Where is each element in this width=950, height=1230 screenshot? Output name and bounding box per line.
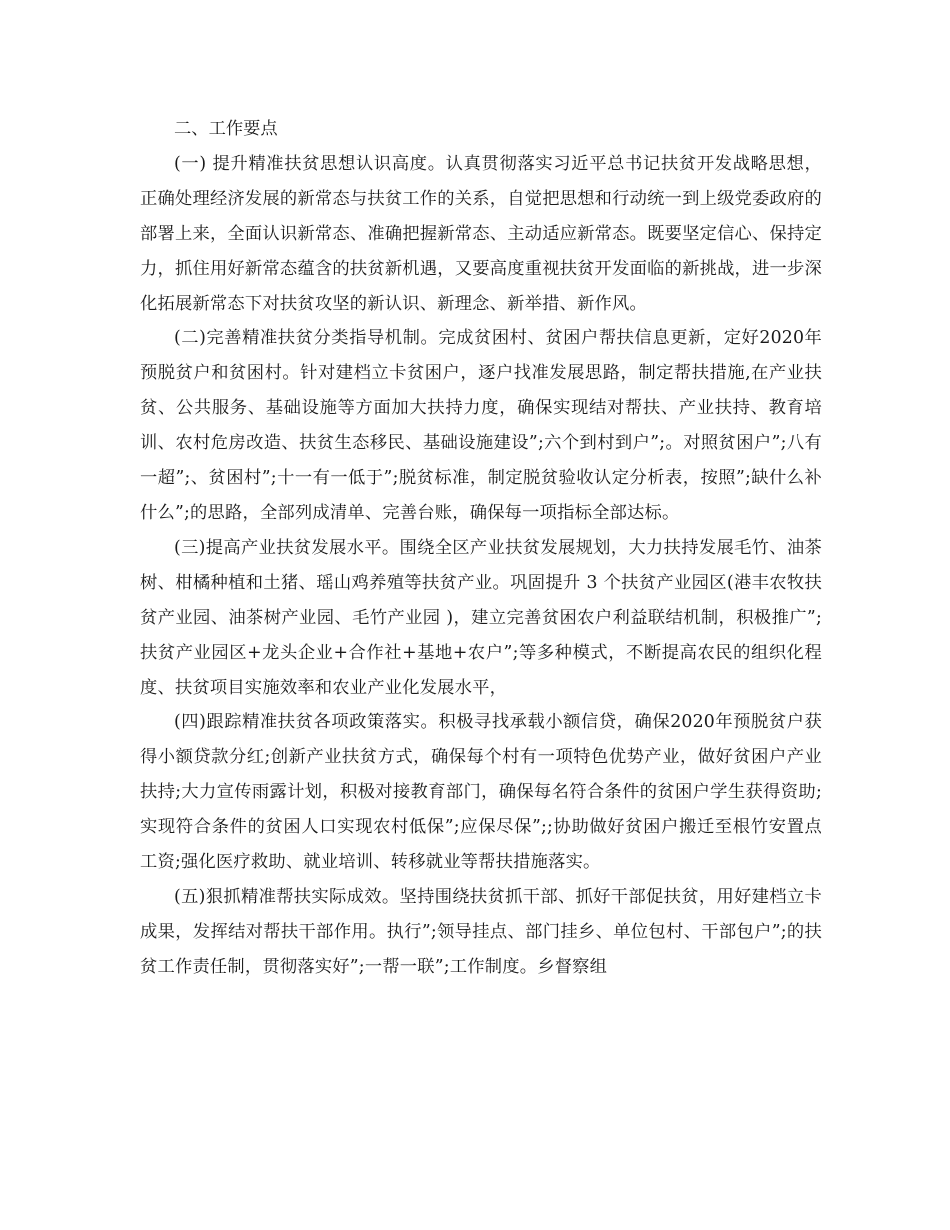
- paragraph-2: (二)完善精准扶贫分类指导机制。完成贫困村、贫困户帮扶信息更新，定好2020年预脱贫户和贫困村。针对建档立卡贫困户，逐户找准发展思路，制定帮扶措施,在产业扶贫、公共服务、基础设施等方面加大扶持力度，确保实现结对帮扶、产业扶持、教育培训、农村危房改造、扶贫生态移民、基础设施建设”;六个到村到户”;。对照贫困户”;八有一超”;、贫困村”;十一有一低于”;脱贫标准，制定脱贫验收认定分析表，按照”;缺什么补什么”;的思路，全部列成清单、完善台账，确保每一项指标全部达标。: [140, 328, 822, 523]
- paragraph-4: (四)跟踪精准扶贫各项政策落实。积极寻找承载小额信贷，确保2020年预脱贫户获得小额贷款分红;创新产业扶贫方式，确保每个村有一项特色优势产业，做好贫困户产业扶持;大力宣传雨露计划，积极对接教育部门，确保每名符合条件的贫困户学生获得资助;实现符合条件的贫困人口实现农村低保”;应保尽保”;;协助做好贫困户搬迁至根竹安置点工资;强化医疗救助、就业培训、转移就业等帮扶措施落实。: [140, 712, 822, 873]
- paragraph-1: (一) 提升精准扶贫思想认识高度。认真贯彻落实习近平总书记扶贫开发战略思想，正确处理经济发展的新常态与扶贫工作的关系，自觉把思想和行动统一到上级党委政府的部署上来，全面认识新常态、准确把握新常态、主动适应新常态。既要坚定信心、保持定力，抓住用好新常态蕴含的扶贫新机遇，又要高度重视扶贫开发面临的新挑战，进一步深化拓展新常态下对扶贫攻坚的新认识、新理念、新举措、新作风。: [140, 153, 822, 314]
- document-body: [140, 112, 822, 985]
- paragraph-5: (五)狠抓精准帮扶实际成效。坚持围绕扶贫抓干部、抓好干部促扶贫，用好建档立卡成果，发挥结对帮扶干部作用。执行”;领导挂点、部门挂乡、单位包村、干部包户”;的扶贫工作责任制，贯彻落实好”;一帮一联”;工作制度。乡督察组: [140, 886, 822, 977]
- paragraph-3: (三)提高产业扶贫发展水平。围绕全区产业扶贫发展规划，大力扶持发展毛竹、油茶树、柑橘种植和土猪、瑶山鸡养殖等扶贫产业。巩固提升 3 个扶贫产业园区(港丰农牧扶贫产业园、油茶树产业园、毛竹产业园 )，建立完善贫困农户利益联结机制，积极推广”;扶贫产业园区+龙头企业+合作社+基地+农户”;等多种模式，不断提高农民的组织化程度、扶贫项目实施效率和农业产业化发展水平，: [140, 537, 822, 698]
- section-heading: 二、工作要点: [174, 119, 278, 139]
